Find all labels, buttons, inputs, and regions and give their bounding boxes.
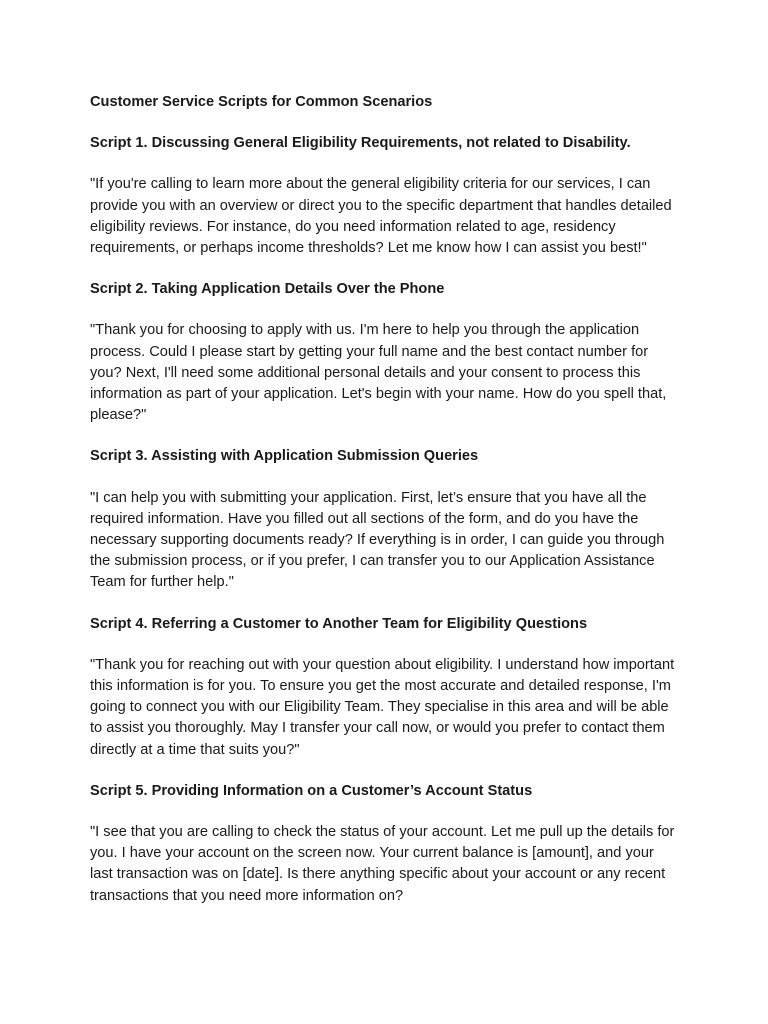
document-title: Customer Service Scripts for Common Scenarios (90, 94, 433, 110)
script-2-heading: Script 2. Taking Application Details Over the Phone (90, 281, 445, 298)
script-1-heading: Script 1. Discussing General Eligibility Requirements, not related to Disability. (90, 135, 631, 152)
script-5-heading: Script 5. Providing Information on a Customer’s Account Status (90, 782, 533, 799)
document-content (90, 92, 680, 927)
script-4-heading: Script 4. Referring a Customer to Another Team for Eligibility Questions (90, 615, 588, 632)
script-3-heading: Script 3. Assisting with Application Submission Queries (90, 448, 479, 465)
script-3-body: "I can help you with submitting your application. First, let’s ensure that you have all the required information. Have you filled out all sections of the form, and do you have the necessary supporting documents ready? If everything is in order, I can guide you through the submission process, or if you prefer, I can transfer you to our Application Assistance Team for further help." (90, 489, 665, 591)
script-2-body: "Thank you for choosing to apply with us. I'm here to help you through the application process. Could I please start by getting your full name and the best contact number for you? Next, I'll need some additional personal details and your consent to process this information as part of your application. Let's begin with your name. How do you spell that, please?" (90, 322, 667, 424)
script-4-body: "Thank you for reaching out with your question about eligibility. I understand how important this information is for you. To ensure you get the most accurate and detailed response, I'm going to connect you with our Eligibility Team. They specialise in this area and will be able to assist you thoroughly. May I transfer your call now, or would you prefer to contact them directly at a time that suits you?" (90, 656, 675, 758)
script-1-body: "If you're calling to learn more about the general eligibility criteria for our services, I can provide you with an overview or direct you to the specific department that handles detailed eligibility reviews. For instance, do you need information related to age, residency requirements, or perhaps income thresholds? Let me know how I can assist you best!" (90, 176, 672, 257)
script-5-body: "I see that you are calling to check the status of your account. Let me pull up the details for you. I have your account on the screen now. Your current balance is [amount], and your last transaction was on [date]. Is there anything specific about your account or any recent transactions that you need more information on? (90, 824, 675, 904)
